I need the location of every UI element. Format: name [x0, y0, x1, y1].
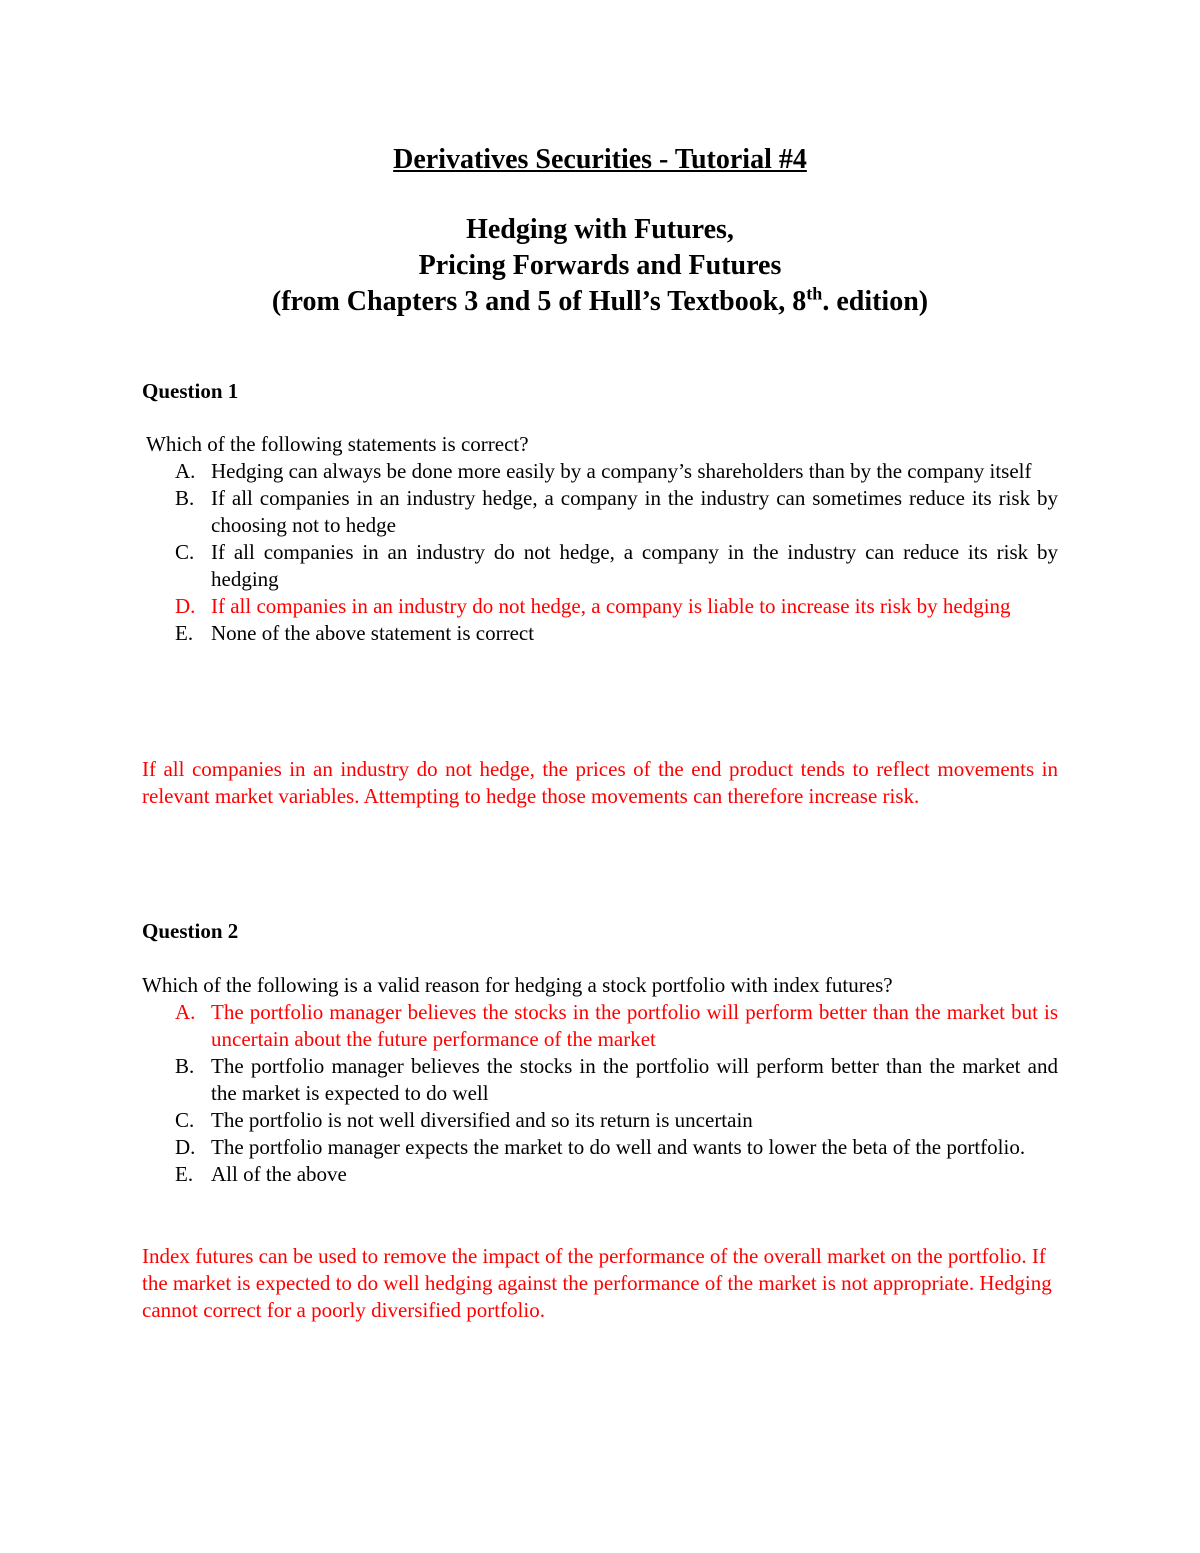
question-2-option-d: [142, 1134, 1058, 1161]
subtitle-line-3-end: . edition): [822, 286, 929, 317]
option-text: If all companies in an industry do not hedge, a company is liable to increase its risk by hedging: [211, 594, 1011, 618]
question-2-option-c: [142, 1107, 1058, 1134]
question-1-prompt: Which of the following statements is correct?: [146, 432, 529, 456]
question-2-prompt: Which of the following is a valid reason for hedging a stock portfolio with index futures?: [142, 973, 893, 997]
question-1-option-a: [142, 458, 1058, 485]
question-2-options: [142, 999, 1058, 1188]
question-2-option-a: [142, 999, 1058, 1053]
option-letter: C.: [175, 1108, 195, 1132]
question-1-explanation: If all companies in an industry do not hedge, the prices of the end product tends to reflect movements in relevant market variables. Attempting to hedge those movements can therefore increase risk.: [142, 757, 1058, 808]
option-letter: D.: [175, 594, 196, 618]
subtitle-line-2: Pricing Forwards and Futures: [418, 250, 782, 281]
option-letter: D.: [175, 1135, 196, 1159]
option-text: The portfolio manager believes the stocks in the portfolio will perform better than the market but is uncertain about the future performance of the market: [211, 1000, 1058, 1051]
option-letter: E.: [175, 621, 194, 645]
option-letter: C.: [175, 540, 195, 564]
option-text: The portfolio manager expects the market to do well and wants to lower the beta of the portfolio.: [211, 1135, 1026, 1159]
option-letter: B.: [175, 1054, 195, 1078]
subtitle-line-3: [142, 284, 1058, 320]
option-text: The portfolio manager believes the stocks in the portfolio will perform better than the market and the market is expected to do well: [211, 1054, 1058, 1105]
question-1-option-e: [142, 620, 1058, 647]
question-2-explanation: Index futures can be used to remove the impact of the performance of the overall market on the portfolio. If the market is expected to do well hedging against the performance of the market is not appropriate. Hedging cannot correct for a poorly diversified portfolio.: [142, 1244, 1052, 1322]
document-title: Derivatives Securities - Tutorial #4: [393, 144, 807, 175]
option-text: If all companies in an industry hedge, a company in the industry can sometimes reduce its risk by choosing not to hedge: [211, 486, 1058, 537]
question-2-option-e: [142, 1161, 1058, 1188]
subtitle-line-1: Hedging with Futures,: [466, 214, 734, 245]
subtitle-superscript: th: [806, 283, 823, 304]
option-text: None of the above statement is correct: [211, 621, 535, 645]
question-2-heading: Question 2: [142, 919, 239, 943]
question-1-options: [142, 458, 1058, 647]
question-1-option-c: [142, 539, 1058, 593]
question-1-option-d: [142, 593, 1058, 620]
option-text: If all companies in an industry do not hedge, a company in the industry can reduce its risk by hedging: [211, 540, 1058, 591]
option-letter: B.: [175, 486, 195, 510]
option-text: Hedging can always be done more easily by a company’s shareholders than by the company itself: [211, 459, 1032, 483]
option-letter: A.: [175, 1000, 196, 1024]
option-text: The portfolio is not well diversified and so its return is uncertain: [211, 1108, 753, 1132]
question-1-heading: Question 1: [142, 379, 239, 403]
option-letter: E.: [175, 1162, 194, 1186]
document-subtitle: [142, 212, 1058, 320]
option-letter: A.: [175, 459, 196, 483]
option-text: All of the above: [211, 1162, 347, 1186]
question-1-option-b: [142, 485, 1058, 539]
question-2-option-b: [142, 1053, 1058, 1107]
subtitle-line-3-start: (from Chapters 3 and 5 of Hull’s Textbook, 8: [271, 286, 807, 317]
